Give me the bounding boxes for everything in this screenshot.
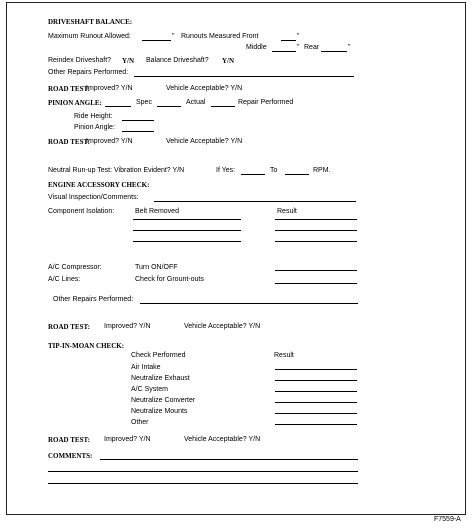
ride-height-label: Ride Height: <box>74 113 113 120</box>
road-test-improved[interactable]: Improved? Y/N <box>104 436 151 443</box>
belt-removed-label: Belt Removed <box>135 208 179 215</box>
actual-label: Actual <box>186 99 206 106</box>
engine-other-repairs-field[interactable] <box>140 303 358 304</box>
reindex-label: Reindex Driveshaft? <box>48 57 112 64</box>
engine-accessory-heading: ENGINE ACCESSORY CHECK: <box>48 181 150 189</box>
inch-mark: " <box>297 44 300 51</box>
ac-compressor-result-field[interactable] <box>275 270 357 271</box>
ac-lines-label: A/C Lines: <box>48 276 81 283</box>
belt-result-3-field[interactable] <box>275 241 357 242</box>
runout-rear-field[interactable] <box>321 51 347 52</box>
tip-result-field[interactable] <box>275 402 357 403</box>
spec-label: Spec <box>136 99 152 106</box>
spec-field[interactable] <box>157 106 181 107</box>
middle-label: Middle <box>246 44 267 51</box>
comments-heading: COMMENTS: <box>48 452 93 460</box>
ac-lines-result-field[interactable] <box>275 283 357 284</box>
comments-field-3[interactable] <box>48 483 358 484</box>
pinion-angle-value-field[interactable] <box>122 131 154 132</box>
road-test-label: ROAD TEST: <box>48 323 90 331</box>
road-test-label: ROAD TEST: <box>48 138 90 146</box>
pinion-angle-heading: PINION ANGLE: <box>48 99 102 107</box>
max-runout-label: Maximum Runout Allowed: <box>48 33 131 40</box>
figure-id: F7559-A <box>434 516 461 523</box>
comments-field-1[interactable] <box>100 459 358 460</box>
neutral-runup-label: Neutral Run-up Test: Vibration Evident? Y/N <box>48 167 185 174</box>
check-grount-label: Check for Grount-outs <box>135 276 204 283</box>
tip-result-field[interactable] <box>275 380 357 381</box>
balance-yn[interactable]: Y/N <box>222 57 235 65</box>
tip-result-field[interactable] <box>275 424 357 425</box>
rpm-from-field[interactable] <box>241 174 265 175</box>
belt-row-1-field[interactable] <box>133 219 241 220</box>
road-test-acceptable[interactable]: Vehicle Acceptable? Y/N <box>166 138 243 145</box>
result-label: Result <box>274 352 294 359</box>
inch-mark: " <box>348 44 351 51</box>
tip-result-field[interactable] <box>275 391 357 392</box>
road-test-improved[interactable]: Improved? Y/N <box>86 138 133 145</box>
runout-middle-field[interactable] <box>272 51 296 52</box>
visual-inspection-label: Visual Inspection/Comments: <box>48 194 139 201</box>
check-performed-label: Check Performed <box>131 352 186 359</box>
visual-inspection-field[interactable] <box>154 201 356 202</box>
road-test-label: ROAD TEST: <box>48 85 90 93</box>
balance-label: Balance Driveshaft? <box>146 57 209 64</box>
road-test-acceptable[interactable]: Vehicle Acceptable? Y/N <box>184 323 261 330</box>
rpm-label: RPM. <box>313 167 331 174</box>
rear-label: Rear <box>304 44 320 51</box>
tip-item-neutralize-mounts: Neutralize Mounts <box>131 408 188 415</box>
road-test-improved[interactable]: Improved? Y/N <box>86 85 133 92</box>
tip-item-air-intake: Air Intake <box>131 364 161 371</box>
road-test-label: ROAD TEST: <box>48 436 90 444</box>
tip-item-neutralize-exhaust: Neutralize Exhaust <box>131 375 190 382</box>
max-runout-field[interactable] <box>142 40 171 41</box>
tip-result-field[interactable] <box>275 413 357 414</box>
other-repairs-field[interactable] <box>134 76 354 77</box>
if-yes-label: If Yes: <box>216 167 236 174</box>
actual-field[interactable] <box>211 106 235 107</box>
belt-row-2-field[interactable] <box>133 230 241 231</box>
ride-height-field[interactable] <box>122 120 154 121</box>
runouts-front-label: Runouts Measured Front <box>181 33 259 40</box>
tip-item-other: Other <box>131 419 149 426</box>
tip-in-moan-heading: TIP-IN-MOAN CHECK: <box>48 342 125 350</box>
driveshaft-balance-heading: DRIVESHAFT BALANCE: <box>48 18 133 26</box>
tip-result-field[interactable] <box>275 369 357 370</box>
belt-result-2-field[interactable] <box>275 230 357 231</box>
rpm-to-field[interactable] <box>285 174 309 175</box>
pinion-angle-field[interactable] <box>105 106 131 107</box>
turn-on-off-label: Turn ON/OFF <box>135 264 178 271</box>
tip-item-neutralize-converter: Neutralize Converter <box>131 397 196 404</box>
runout-front-field[interactable] <box>281 40 296 41</box>
belt-result-1-field[interactable] <box>275 219 357 220</box>
tip-item-ac-system: A/C System <box>131 386 168 393</box>
repair-performed-label: Repair Performed <box>238 99 294 106</box>
belt-row-3-field[interactable] <box>133 241 241 242</box>
to-label: To <box>270 167 278 174</box>
inch-mark: " <box>297 33 300 40</box>
ac-compressor-label: A/C Compressor: <box>48 264 102 271</box>
reindex-yn[interactable]: Y/N <box>122 57 135 65</box>
pinion-angle-label: Pinion Angle: <box>74 124 115 131</box>
component-isolation-label: Component Isolation: <box>48 208 115 215</box>
comments-field-2[interactable] <box>48 471 358 472</box>
road-test-acceptable[interactable]: Vehicle Acceptable? Y/N <box>184 436 261 443</box>
other-repairs-label: Other Repairs Performed: <box>48 69 129 76</box>
inch-mark: " <box>172 33 175 40</box>
road-test-improved[interactable]: Improved? Y/N <box>104 323 151 330</box>
road-test-acceptable[interactable]: Vehicle Acceptable? Y/N <box>166 85 243 92</box>
result-label: Result <box>277 208 297 215</box>
other-repairs-label: Other Repairs Performed: <box>53 296 134 303</box>
